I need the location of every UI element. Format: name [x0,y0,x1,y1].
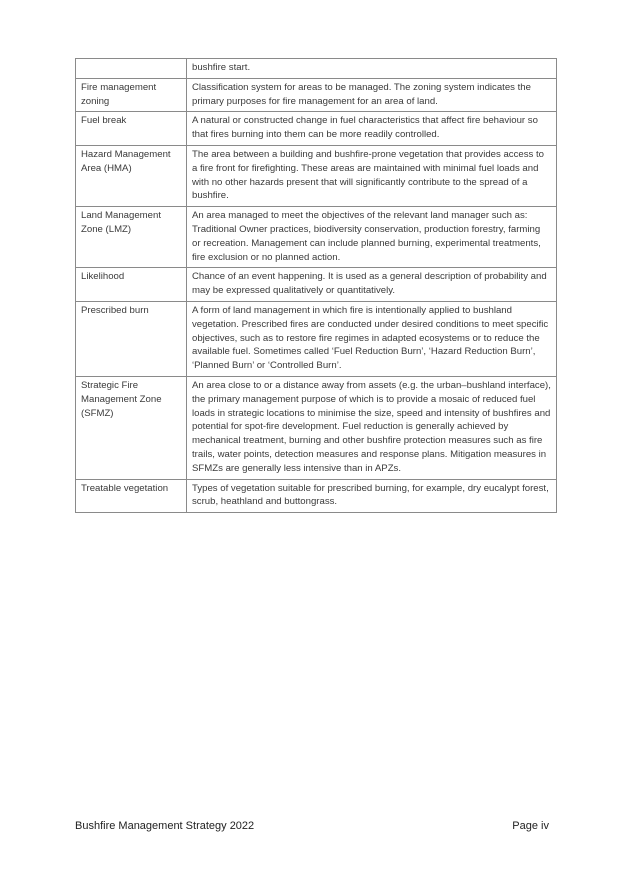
table-row [76,59,557,79]
definition-cell: Types of vegetation suitable for prescribed burning, for example, dry eucalypt forest, scrub, heathland and buttongrass. [187,479,557,513]
definition-cell: A natural or constructed change in fuel characteristics that affect fire behaviour so that fires burning into them can be more readily controlled. [187,112,557,146]
definition-cell: Chance of an event happening. It is used as a general description of probability and may be expressed qualitatively or quantitatively. [187,268,557,302]
table-row [76,376,557,479]
glossary-table [75,58,557,513]
term-cell: Fire management zoning [76,78,187,112]
term-cell: Strategic Fire Management Zone (SFMZ) [76,376,187,479]
definition-cell: An area managed to meet the objectives of the relevant land manager such as: Traditional Owner practices, biodiversity conservation, production forestry, farming or recreation. Management can include planned burning, experimental treatments, fire exclusion or no planned action. [187,207,557,268]
table-row [76,479,557,513]
table-row [76,112,557,146]
footer-page-number: Page iv [512,820,549,832]
term-cell [76,59,187,79]
term-cell: Fuel break [76,112,187,146]
definition-cell: A form of land management in which fire is intentionally applied to bushland vegetation. Prescribed fires are conducted under desired conditions to meet specific objectives, such as to restore fire regimes in adapted ecosystems or to reduce the available fuel. Sometimes called ‘Fuel Reduction Burn’, ‘Hazard Reduction Burn’, ‘Planned Burn’ or ‘Controlled Burn’. [187,301,557,376]
term-cell: Land Management Zone (LMZ) [76,207,187,268]
definition-cell: Classification system for areas to be managed. The zoning system indicates the primary purposes for fire management for an area of land. [187,78,557,112]
definition-cell: The area between a building and bushfire-prone vegetation that provides access to a fire front for firefighting. These areas are maintained with minimal fuel loads and with no other hazards present that will significantly contribute to the spread of a bushfire. [187,145,557,206]
table-row [76,301,557,376]
glossary-table-body [76,59,557,513]
table-row [76,78,557,112]
term-cell: Prescribed burn [76,301,187,376]
definition-cell: An area close to or a distance away from assets (e.g. the urban–bushland interface), the primary management purpose of which is to provide a mosaic of reduced fuel loads in strategic locations to minimise the size, speed and intensity of bushfires and potential for spot-fire development. Fuel reduction is generally achieved by mechanical treatment, burning and other bushfire protection measures such as fire trails, water points, detection measures and response plans. Mitigation measures in SFMZs are generally less intensive than in APZs. [187,376,557,479]
definition-cell: bushfire start. [187,59,557,79]
term-cell: Likelihood [76,268,187,302]
table-row [76,207,557,268]
term-cell: Treatable vegetation [76,479,187,513]
term-cell: Hazard Management Area (HMA) [76,145,187,206]
table-row [76,145,557,206]
table-row [76,268,557,302]
footer-document-title: Bushfire Management Strategy 2022 [75,820,255,832]
